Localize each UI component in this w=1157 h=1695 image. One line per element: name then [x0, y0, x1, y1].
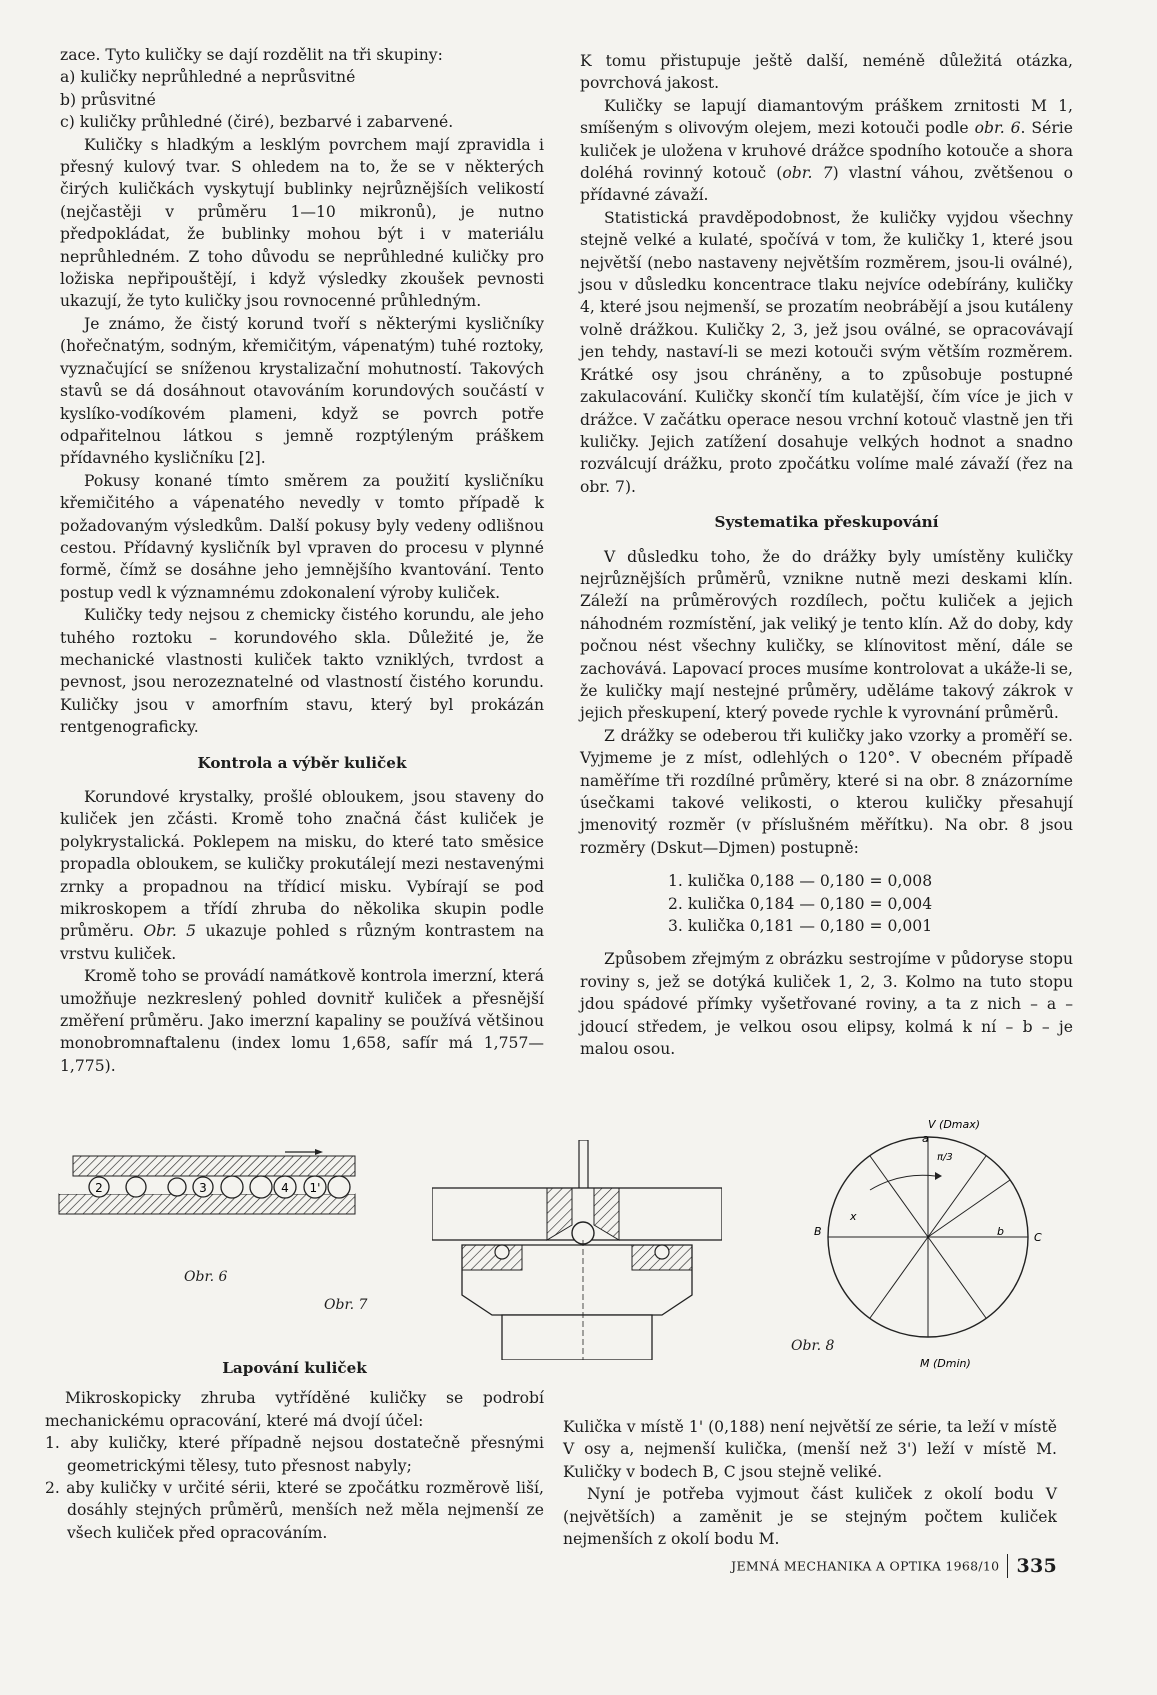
ball-label: 2 — [95, 1181, 103, 1195]
label-C: C — [1034, 1231, 1042, 1244]
list-item: 2. aby kuličky v určité sérii, které se zpočátku rozměrově liší, dosáhly stejných průměrů, menších než měla nejmenší ze všech kuliček před opracováním. — [45, 1479, 544, 1542]
paragraph — [580, 95, 1073, 207]
formula: 1. kulička 0,188 — 0,180 = 0,008 — [668, 872, 933, 891]
page-footer — [731, 1554, 1057, 1578]
figure-ref: obr. 7 — [782, 164, 833, 183]
page-number: 335 — [1016, 1555, 1057, 1577]
figure-ref: obr. 6 — [974, 119, 1021, 138]
list-item: b) průsvitné — [60, 90, 156, 109]
paragraph: Nyní je potřeba vyjmout část kuliček z okolí bodu V (největších) a zaměnit je se stejným počtem kuliček nejmenších z okolí bodu M. — [563, 1485, 1057, 1549]
figure-6 — [55, 1148, 365, 1233]
paragraph: Z drážky se odeberou tři kuličky jako vzorky a proměří se. Vyjmeme je z míst, odlehlých o 120°. V obecném případě naměříme tři rozdílné průměry, které si na obr. 8 znázorníme úsečkami takové velikosti, o kterou kuličky přesahují jmenovitý rozměr (v příslušném měřítku). Na obr. 8 jsou rozměry (Dskut—Djmen) postupně: — [580, 726, 1073, 857]
label-v: V (Dmax) — [928, 1120, 981, 1131]
label-a: a — [922, 1132, 929, 1145]
ball-label: 3 — [199, 1181, 207, 1195]
list-item: a) kuličky neprůhledné a neprůsvitné — [60, 68, 356, 87]
label-b: b — [997, 1225, 1004, 1238]
paragraph: Kromě toho se provádí namátkově kontrola imerzní, která umožňuje nezkreslený pohled dovnitř kuliček a přesnější změření průměru. Jako imerzní kapaliny se používá většinou monobromnaftalenu (index lomu 1,658, safír má 1,757—1,775). — [60, 967, 544, 1075]
list-item: 1. aby kuličky, které případně nejsou dostatečně přesnými geometrickými tělesy, tuto přesnost nabyly; — [45, 1434, 544, 1475]
paragraph: Kulička v místě 1' (0,188) není největší ze série, ta leží v místě V osy a, nejmenší kulička, (menší než 3') leží v místě M. Kuličky v bodech B, C jsou stejně veliké. — [563, 1418, 1057, 1481]
section-heading: Lapování kuliček — [222, 1359, 367, 1377]
label-x: x — [850, 1210, 857, 1223]
label-angle: π/3 — [937, 1152, 953, 1163]
ball-label: 1' — [309, 1181, 321, 1195]
formula: 3. kulička 0,181 — 0,180 = 0,001 — [668, 917, 933, 936]
paragraph: Mikroskopicky zhruba vytříděné kuličky se podrobí mechanickému opracování, které má dvojí účel: — [45, 1389, 544, 1430]
figure-ref: Obr. 5 — [143, 922, 197, 941]
figure-8-caption: Obr. 8 — [791, 1338, 835, 1354]
footer-divider — [1007, 1554, 1008, 1578]
text: ) vlastní váhou, zvětšenou o přídavné závaží. — [580, 164, 1073, 205]
right-bottom-block — [563, 1416, 1057, 1550]
label-m: M (Dmin) — [920, 1357, 971, 1370]
list-item: c) kuličky průhledné (čiré), bezbarvé i zabarvené. — [60, 113, 454, 132]
text: Korundové krystalky, prošlé obloukem, jsou staveny do kuliček jen zčásti. Kromě toho značná část kuliček je polykrystalická. Poklepem na misku, do které tato směsice propadla obloukem, se kuličky prokutálejí mezi nestavenými zrnky a propadnou na třídicí misku. Vybírají se pod mikroskopem a třídí zhruba do několika skupin podle průměru. — [60, 788, 544, 941]
paragraph: zace. Tyto kuličky se dají rozdělit na tři skupiny: — [60, 46, 443, 64]
formula-list — [580, 870, 1073, 937]
label-B: B — [814, 1225, 822, 1238]
paragraph: Způsobem zřejmým z obrázku sestrojíme v půdoryse stopu roviny s, jež se dotýká kuliček 1, 2, 3. Kolmo na tuto stopu jdou spádové přímky vyšetřované roviny, a ta z nich – a – jdoucí středem, je velkou osou elipsy, kolmá k ní – b – je malou osou. — [580, 950, 1073, 1059]
paragraph: Statistická pravděpodobnost, že kuličky vyjdou všechny stejně velké a kulaté, spočívá v tom, že kuličky 1, které jsou největší (nebo nastaveny největším rozměrem, jsou-li oválné), jsou v důsledku koncentrace tlaku nejvíce odebírány, kuličky 4, které jsou nejmenší, se prozatím neobrábějí a jsou kutáleny volně drážkou. Kuličky 2, 3, jež jsou oválné, se opracovávají jen tehdy, nastaví-li se mezi kotouči svým větším rozměrem. Krátké osy jsou chráněny, a to způsobuje postupné zakulacování. Kuličky skončí tím kulatější, čím více je jich v drážce. V začátku operace nesou vrchní kotouč vlastně jen tři kuličky. Jejich zatížení dosahuje velkých hodnot a snadno rozválcují drážku, proto zpočátku volíme malé závaží (řez na obr. 7). — [580, 208, 1073, 496]
text: Kuličky se lapují diamantovým práškem zrnitosti M 1, smíšeným s olivovým olejem, mezi kotouči podle — [580, 96, 1073, 138]
paragraph: Kuličky s hladkým a lesklým povrchem mají zpravidla i přesný kulový tvar. S ohledem na to, že se v některých čirých kuličkách vyskytují bublinky nejrůznějších velikostí (nejčastěji v průměru 1—10 mikronů), je nutno předpokládat, že bublinky mohou být i v materiálu neprůhledném. Z toho důvodu se neprůhledné kuličky pro ložiska nepřipouštějí, i když výsledky zkoušek pevnosti ukazují, že tyto kuličky jsou rovnocenné průhledným. — [60, 135, 544, 311]
paragraph: Je známo, že čistý korund tvoří s některými kysličníky (hořečnatým, sodným, křemičitým, vápenatým) tuhé roztoky, vyznačující se sníženou krystalizační mohutností. Takových stavů se dá dosáhnout otavováním korundových součástí v kyslíko-vodíkovém plameni, když se povrch potře odpařitelnou látkou s jemně rozptýleným práškem přídavného kysličníku [2]. — [60, 314, 544, 468]
text: . Série kuliček je uložena v kruhové drážce spodního kotouče a shora doléhá rovinný kotouč ( — [580, 119, 1073, 183]
figure-7 — [432, 1140, 722, 1360]
right-column — [580, 50, 1073, 1060]
paragraph: K tomu přistupuje ještě další, neméně důležitá otázka, povrchová jakost. — [580, 52, 1073, 93]
paragraph: Kuličky tedy nejsou z chemicky čistého korundu, ale jeho tuhého roztoku – korundového skla. Důležité je, že mechanické vlastnosti kuliček takto vzniklých, tvrdost a pevnost, jsou nerozeznatelné od vlastností čistého korundu. Kuličky jsou v amorfním stavu, který byl prokázán rentgenograficky. — [60, 606, 544, 737]
figure-8 — [800, 1120, 1070, 1370]
paragraph: V důsledku toho, že do drážky byly umístěny kuličky nejrůznějších průměrů, vznikne nutně mezi deskami klín. Záleží na průměrových rozdílech, počtu kuliček a jejich náhodném rozmístění, jak veliký je tento klín. Až do doby, kdy počnou nést všechny kuličky, se klínovitost mění, dále se zachovává. Lapovací proces musíme kontrolovat a ukáže-li se, že kuličky mají nestejné průměry, uděláme takový zákrok v jejich přeskupení, který povede rychle k vyrovnání průměrů. — [580, 547, 1073, 723]
left-column — [60, 44, 544, 1077]
text: ukazuje pohled s různým kontrastem na vrstvu kuliček. — [60, 922, 544, 963]
left-bottom-block — [45, 1357, 544, 1544]
figure-7-caption: Obr. 7 — [324, 1297, 368, 1313]
paragraph — [60, 786, 544, 965]
paragraph: Pokusy konané tímto směrem za použití kysličníku křemičitého a vápenatého nevedly v tomto případě k požadovaným výsledkům. Další pokusy byly vedeny odlišnou cestou. Přídavný kysličník byl vpraven do procesu v plynné formě, čímž se dosáhne jeho jemnějšího kvantování. Tento postup vedl k významnému zdokonalení výroby kuliček. — [60, 471, 544, 602]
formula: 2. kulička 0,184 — 0,180 = 0,004 — [668, 894, 933, 913]
section-heading: Kontrola a výběr kuliček — [197, 753, 407, 772]
ball-label: 4 — [281, 1181, 289, 1195]
figure-6-caption: Obr. 6 — [184, 1269, 228, 1285]
section-heading: Systematika přeskupování — [714, 513, 939, 532]
journal-name: JEMNÁ MECHANIKA A OPTIKA 1968/10 — [731, 1558, 1000, 1574]
